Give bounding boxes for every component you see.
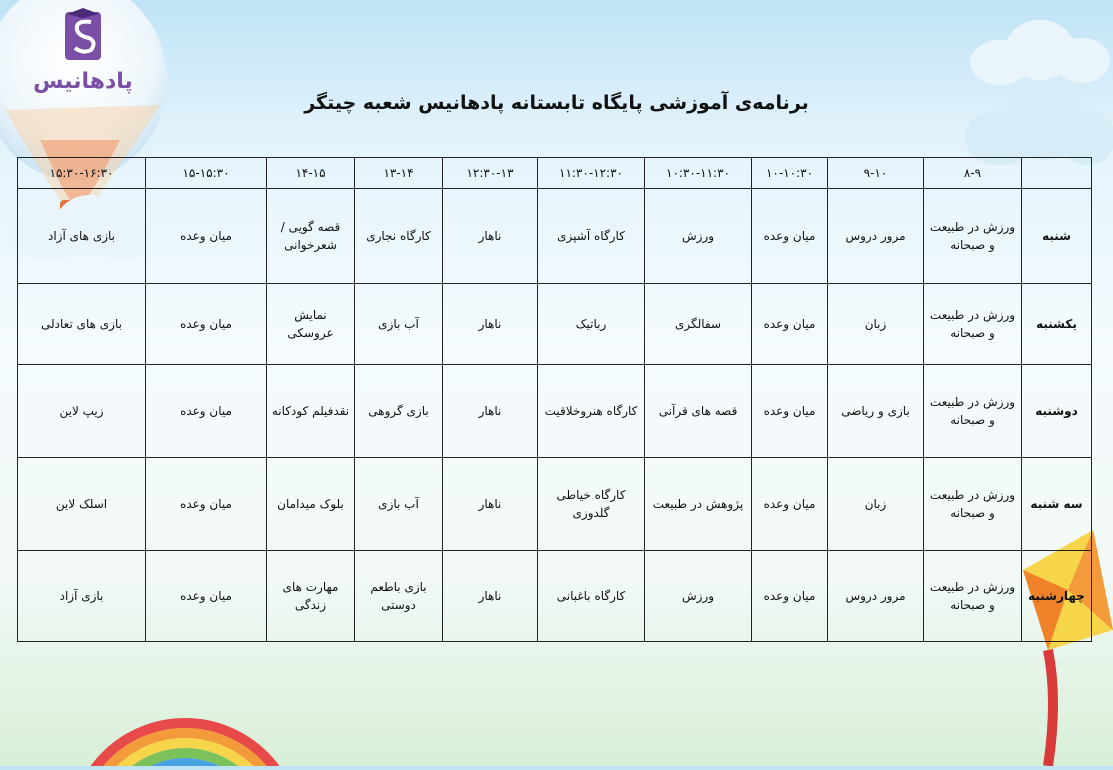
column-header: ۱۵:۳۰-۱۶:۳۰ [18, 158, 146, 189]
activity-cell: ورزش [645, 550, 752, 641]
column-header [1022, 158, 1092, 189]
activity-cell: کارگاه نجاری [355, 189, 443, 284]
activity-cell: ورزش در طبیعت و صبحانه [924, 457, 1022, 550]
activity-cell: میان وعده [146, 284, 267, 365]
activity-cell: میان وعده [752, 550, 828, 641]
schedule-table [17, 157, 1092, 642]
activity-cell: اسلک لاین [18, 457, 146, 550]
column-header: ۱۵-۱۵:۳۰ [146, 158, 267, 189]
activity-cell: نقدفیلم کودکانه [267, 365, 355, 457]
day-cell: دوشنبه [1022, 365, 1092, 457]
activity-cell: آب بازی [355, 457, 443, 550]
activity-cell: آب بازی [355, 284, 443, 365]
activity-cell: رباتیک [538, 284, 645, 365]
table-row [18, 284, 1092, 365]
activity-cell: ورزش در طبیعت و صبحانه [924, 284, 1022, 365]
activity-cell: ناهار [443, 550, 538, 641]
day-cell: یکشنبه [1022, 284, 1092, 365]
activity-cell: میان وعده [146, 457, 267, 550]
activity-cell: زبان [828, 457, 924, 550]
activity-cell: میان وعده [752, 284, 828, 365]
activity-cell: ورزش در طبیعت و صبحانه [924, 365, 1022, 457]
activity-cell: بازی و ریاضی [828, 365, 924, 457]
activity-cell: مرور دروس [828, 550, 924, 641]
day-cell: چهارشنبه [1022, 550, 1092, 641]
column-header: ۱۲:۳۰-۱۳ [443, 158, 538, 189]
page-title: برنامه‌ی آموزشی پایگاه تابستانه پادهانیس شعبه چیتگر [304, 92, 809, 114]
table-row [18, 457, 1092, 550]
activity-cell: میان وعده [752, 189, 828, 284]
day-cell: سه شنبه [1022, 457, 1092, 550]
activity-cell: زبان [828, 284, 924, 365]
activity-cell: بازی آزاد [18, 550, 146, 641]
activity-cell: کارگاه هنروخلاقیت [538, 365, 645, 457]
day-cell: شنبه [1022, 189, 1092, 284]
activity-cell: بازی های تعادلی [18, 284, 146, 365]
activity-cell: میان وعده [146, 550, 267, 641]
activity-cell: ناهار [443, 457, 538, 550]
logo-text: پادهانیس [33, 69, 133, 94]
column-header: ۱۱:۳۰-۱۲:۳۰ [538, 158, 645, 189]
logo-icon [63, 8, 103, 63]
logo [28, 8, 138, 103]
activity-cell: ورزش در طبیعت و صبحانه [924, 189, 1022, 284]
activity-cell: بازی گروهی [355, 365, 443, 457]
table-header-row [18, 158, 1092, 189]
activity-cell: ناهار [443, 284, 538, 365]
activity-cell: کارگاه آشپزی [538, 189, 645, 284]
table-row [18, 189, 1092, 284]
activity-cell: زیپ لاین [18, 365, 146, 457]
activity-cell: ناهار [443, 189, 538, 284]
table-row [18, 550, 1092, 641]
activity-cell: قصه گویی /شعرخوانی [267, 189, 355, 284]
activity-cell: بازی های آزاد [18, 189, 146, 284]
activity-cell: میان وعده [146, 365, 267, 457]
column-header: ۱۳-۱۴ [355, 158, 443, 189]
activity-cell: میان وعده [752, 457, 828, 550]
activity-cell: بازی باطعم دوستی [355, 550, 443, 641]
activity-cell: پژوهش در طبیعت [645, 457, 752, 550]
activity-cell: ورزش در طبیعت و صبحانه [924, 550, 1022, 641]
activity-cell: کارگاه باغبانی [538, 550, 645, 641]
activity-cell: میان وعده [146, 189, 267, 284]
table-row [18, 365, 1092, 457]
column-header: ۸-۹ [924, 158, 1022, 189]
activity-cell: بلوک میدامان [267, 457, 355, 550]
column-header: ۱۰:۳۰-۱۱:۳۰ [645, 158, 752, 189]
column-header: ۱۴-۱۵ [267, 158, 355, 189]
activity-cell: مرور دروس [828, 189, 924, 284]
activity-cell: قصه های قرآنی [645, 365, 752, 457]
activity-cell: کارگاه خیاطی گلدوزی [538, 457, 645, 550]
activity-cell: مهارت های زندگی [267, 550, 355, 641]
column-header: ۹-۱۰ [828, 158, 924, 189]
activity-cell: سفالگری [645, 284, 752, 365]
activity-cell: ناهار [443, 365, 538, 457]
rainbow-decoration [70, 705, 300, 766]
activity-cell: ورزش [645, 189, 752, 284]
column-header: ۱۰-۱۰:۳۰ [752, 158, 828, 189]
activity-cell: میان وعده [752, 365, 828, 457]
activity-cell: نمایش عروسکی [267, 284, 355, 365]
